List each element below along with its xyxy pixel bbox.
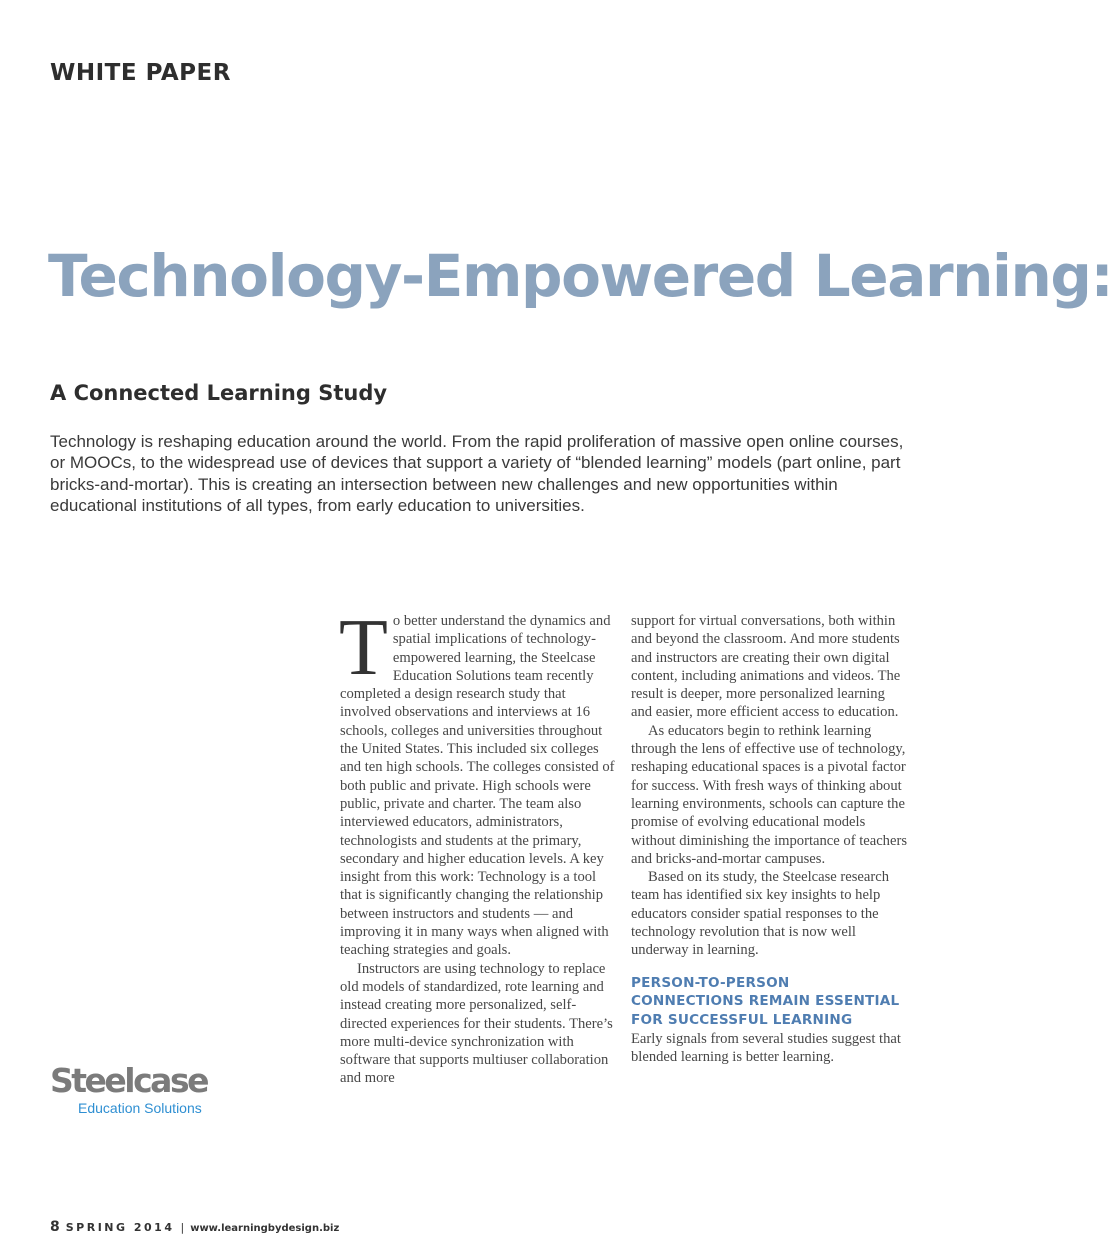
footer-url: www.learningbydesign.biz <box>190 1223 340 1234</box>
article-paragraph-1-text: o better understand the dynamics and spatial implications of technology-empowered learning, the Steelcase Education Solutions team recently completed a design research study that involved observations and interviews at 16 schools, colleges and universities throughout the United States. This included six colleges and ten high schools. The colleges consisted of both public and private. High schools were public, private and charter. The team also interviewed educators, administrators, technologists and students at the primary, secondary and higher education levels. A key insight from this work: Technology is a tool that is significantly changing the relationship between instructors and students — and improving it in many ways when aligned with teaching strategies and goals. <box>340 613 615 959</box>
document-type-label: WHITE PAPER <box>50 60 231 86</box>
article-paragraph-5: Based on its study, the Steelcase research team has identified six key insights to help educators consider spatial responses to the technology revolution that is now well underway in learning. <box>631 869 889 959</box>
article-paragraph-1 <box>339 604 616 960</box>
article-column-right <box>631 612 907 1067</box>
article-paragraph-3: support for virtual conversations, both within and beyond the classroom. And more students and instructors are creating their own digital content, including animations and videos. The result is deeper, more personalized learning and easier, more efficient access to education. <box>631 613 901 721</box>
page-number: 8 <box>50 1219 60 1235</box>
section-heading: PERSON-TO-PERSON CONNECTIONS REMAIN ESSENTIAL FOR SUCCESSFUL LEARNING <box>631 974 900 1028</box>
steelcase-logo <box>50 1062 210 1116</box>
article-paragraph-6: Early signals from several studies suggest that blended learning is better learning. <box>631 1031 901 1066</box>
issue-season: SPRING 2014 <box>65 1221 175 1234</box>
drop-cap: T <box>339 604 388 692</box>
intro-paragraph: Technology is reshaping education around the world. From the rapid proliferation of massive open online courses, or MOOCs, to the widespread use of devices that support a variety of “blended learning” models (part online, part bricks-and-mortar). This is creating an intersection between new challenges and new opportunities within educational institutions of all types, from early education to universities. <box>50 432 904 515</box>
footer-separator: | <box>180 1221 185 1234</box>
article-column-left <box>339 604 616 1088</box>
logo-wordmark: Steelcase <box>50 1061 207 1100</box>
page-subtitle: A Connected Learning Study <box>50 381 388 405</box>
logo-subtitle: Education Solutions <box>78 1100 202 1116</box>
article-paragraph-4: As educators begin to rethink learning through the lens of effective use of technology, reshaping educational spaces is a pivotal factor for success. With fresh ways of thinking about learning environments, schools can capture the promise of evolving educational models without diminishing the importance of teachers and bricks-and-mortar campuses. <box>631 722 907 867</box>
page-title: Technology-Empowered Learning: <box>48 242 1112 310</box>
article-paragraph-2: Instructors are using technology to replace old models of standardized, rote learning and instead creating more personalized, self-directed experiences for their students. There’s more multi-device synchronization with software that supports multiuser collaboration and more <box>340 960 613 1087</box>
page-footer <box>50 1219 339 1235</box>
